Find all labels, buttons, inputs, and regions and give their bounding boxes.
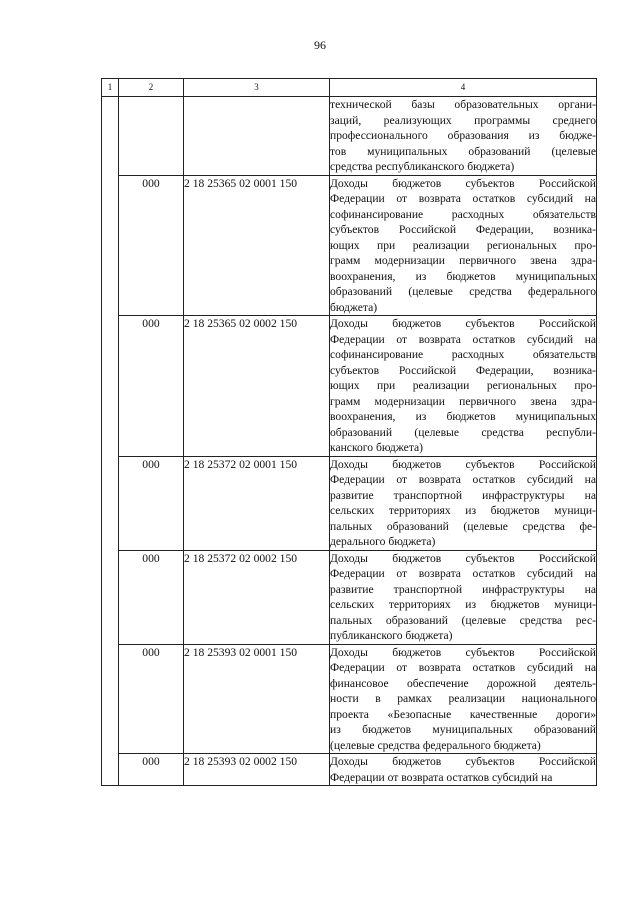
description-line: пальных образований (целевые средства фе- [330,519,596,533]
description-line: пальных образований (целевые средства рес- [330,613,596,627]
table-row [102,644,597,754]
description-line: из бюджетов муниципальных образований [330,723,596,736]
description-line: сельских территориях из бюджетов муници- [330,598,596,611]
description-line: проекта «Безопасные качественные дороги» [330,707,596,721]
description-line: средства республиканского бюджета) [330,160,515,173]
budget-code-cell: 2 18 25372 02 0002 150 [184,550,330,644]
description-line: воохранения, из бюджетов муниципальных [330,269,596,283]
description-line: ности в рамках реализации национального [330,692,596,705]
admin-code-cell [119,97,184,176]
revenue-description-cell [330,644,597,754]
column-header-4: 4 [330,79,597,97]
description-line: развитие транспортной инфраструктуры на [330,488,596,502]
description-line: ющих при реализации региональных про- [330,379,596,392]
description-line: Федерации от возврата остатков субсидий на [330,770,553,784]
revenue-description-cell [330,456,597,550]
description-line: софинансирование расходных обязательств [330,207,596,221]
budget-revenue-table [101,78,597,786]
table-row [102,175,597,316]
description-line: Доходы бюджетов субъектов Российской [330,551,596,565]
admin-code-cell: 000 [119,550,184,644]
table-row [102,754,597,786]
column-1-merged-cell [102,97,119,786]
description-line: грамм модернизации первичного звена здра- [330,254,596,267]
description-line: ющих при реализации региональных про- [330,238,596,252]
description-line: образований (целевые средства федерального [330,285,596,298]
budget-code-cell: 2 18 25393 02 0001 150 [184,644,330,754]
admin-code-cell: 000 [119,754,184,786]
description-line: развитие транспортной инфраструктуры на [330,582,596,596]
description-line: Доходы бюджетов субъектов Российской [330,755,596,768]
description-line: бюджета) [330,300,378,314]
revenue-description-cell [330,754,597,786]
admin-code-cell: 000 [119,644,184,754]
revenue-description-cell [330,97,597,176]
page-number: 96 [314,38,326,52]
description-line: Федерации от возврата остатков субсидий на [330,473,596,486]
description-line: технической базы образовательных органи- [330,98,596,111]
description-line: воохранения, из бюджетов муниципальных [330,410,596,423]
table-row [102,456,597,550]
description-line: Федерации от возврата остатков субсидий на [330,661,596,674]
admin-code-cell: 000 [119,316,184,457]
description-line: финансовое обеспечение дорожной деятель- [330,676,596,690]
table-row [102,316,597,457]
description-line: Федерации от возврата остатков субсидий на [330,192,596,205]
description-line: Федерации от возврата остатков субсидий на [330,567,596,580]
description-line: софинансирование расходных обязательств [330,348,596,361]
description-line: заций, реализующих программы среднего [330,113,596,127]
revenue-description-cell [330,316,597,457]
table-body [102,97,597,786]
description-line: публиканского бюджета) [330,629,453,642]
admin-code-cell: 000 [119,456,184,550]
budget-code-cell: 2 18 25393 02 0002 150 [184,754,330,786]
description-line: дерального бюджета) [330,535,436,548]
column-header-1: 1 [102,79,119,97]
description-line: сельских территориях из бюджетов муници- [330,504,596,517]
description-line: Доходы бюджетов субъектов Российской [330,457,596,471]
description-line: Доходы бюджетов субъектов Российской [330,176,596,190]
admin-code-cell: 000 [119,175,184,316]
revenue-description-cell [330,175,597,316]
table-row [102,550,597,644]
description-line: Доходы бюджетов субъектов Российской [330,645,596,659]
description-line: профессионального образования из бюдже- [330,129,596,142]
description-line: (целевые средства федерального бюджета) [330,738,541,752]
budget-code-cell: 2 18 25372 02 0001 150 [184,456,330,550]
description-line: Доходы бюджетов субъектов Российской [330,317,596,330]
description-line: субъектов Российской Федерации, возника- [330,223,596,236]
budget-code-cell: 2 18 25365 02 0001 150 [184,175,330,316]
description-line: субъектов Российской Федерации, возника- [330,363,596,377]
description-line: грамм модернизации первичного звена здра- [330,394,596,408]
table-row [102,97,597,176]
budget-code-cell [184,97,330,176]
column-header-3: 3 [184,79,330,97]
column-header-2: 2 [119,79,184,97]
description-line: тов муниципальных образований (целевые [330,144,596,158]
description-line: канского бюджета) [330,441,424,454]
table-header-row [102,79,597,97]
description-line: Федерации от возврата остатков субсидий на [330,332,596,346]
revenue-description-cell [330,550,597,644]
description-line: образований (целевые средства республи- [330,425,596,439]
budget-code-cell: 2 18 25365 02 0002 150 [184,316,330,457]
